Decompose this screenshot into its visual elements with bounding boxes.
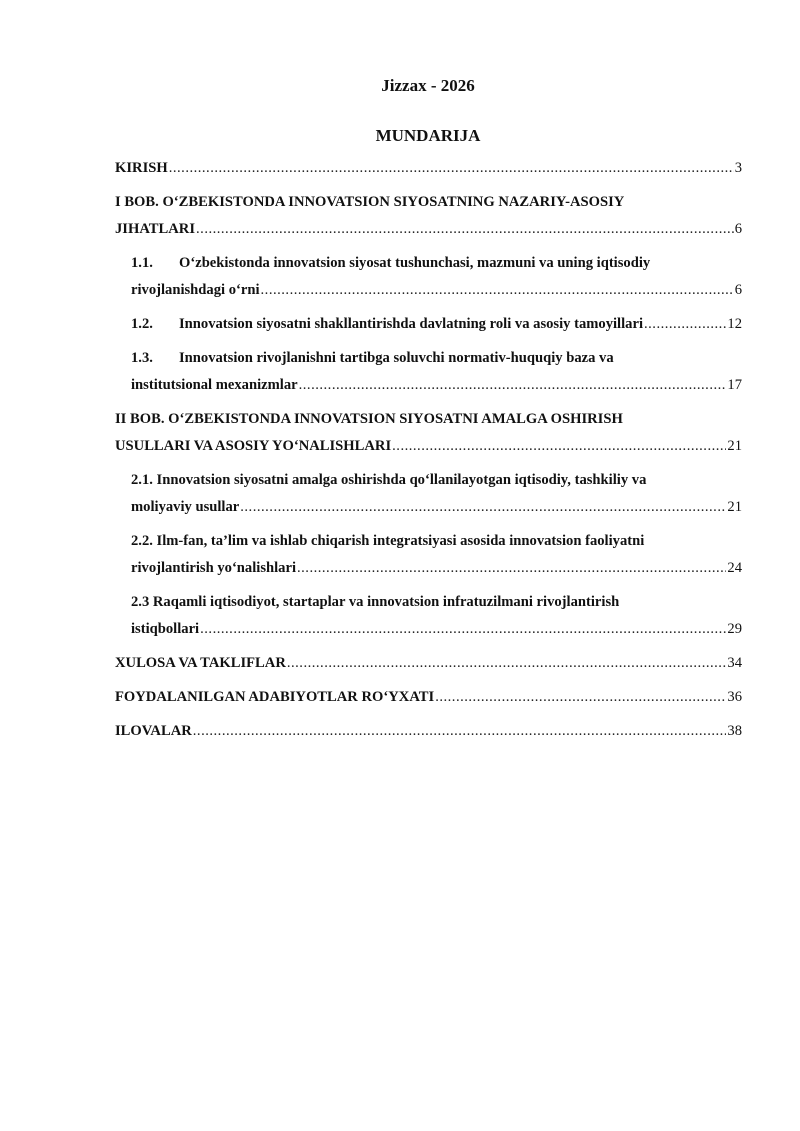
- toc-page-number: 3: [734, 160, 742, 176]
- toc-entry-text-line2: USULLARI VA ASOSIY YO‘NALISHLARI: [115, 438, 392, 454]
- toc-entry-kirish[interactable]: [115, 155, 742, 182]
- toc-entry-conclusion[interactable]: [115, 650, 742, 677]
- dot-leader: [196, 216, 734, 243]
- toc-entry-text-line1: I BOB. O‘ZBEKISTONDA INNOVATSION SIYOSATNING NAZARIY-ASOSIY: [115, 194, 625, 210]
- toc-page-number: 6: [734, 282, 742, 298]
- toc-entry-section-2-2[interactable]: [131, 528, 742, 582]
- dot-leader: [169, 155, 734, 182]
- toc-entry-text: ILOVALAR: [115, 723, 192, 739]
- toc-page-number: 21: [727, 438, 742, 454]
- toc-page-number: 17: [727, 377, 742, 393]
- toc-entry-text-line1: 2.3 Raqamli iqtisodiyot, startaplar va innovatsion infratuzilmani rivojlantirish: [131, 594, 620, 610]
- toc-entry-text-line1: II BOB. O‘ZBEKISTONDA INNOVATSION SIYOSATNI AMALGA OSHIRISH: [115, 411, 623, 427]
- toc-page-number: 24: [727, 560, 742, 576]
- toc-entry-text-line1: 2.1. Innovatsion siyosatni amalga oshirishda qo‘llanilayotgan iqtisodiy, tashkiliy va: [131, 472, 647, 488]
- toc-entry-text-line2: moliyaviy usullar: [131, 499, 240, 515]
- toc-page-number: 38: [727, 723, 742, 739]
- toc-entry-section-2-3[interactable]: [131, 589, 742, 643]
- dot-leader: [297, 555, 726, 582]
- toc-entry-text-line1: Innovatsion rivojlanishni tartibga soluvchi normativ-huquqiy baza va: [179, 350, 614, 366]
- dot-leader: [287, 650, 727, 677]
- dot-leader: [435, 684, 726, 711]
- toc-entry-section-2-1[interactable]: [131, 467, 742, 521]
- dot-leader: [261, 277, 734, 304]
- dot-leader: [644, 311, 726, 338]
- toc-page-number: 36: [727, 689, 742, 705]
- toc-entry-text-line2: institutsional mexanizmlar: [131, 377, 298, 393]
- toc-entry-text-line2: rivojlantirish yo‘nalishlari: [131, 560, 296, 576]
- section-number: 1.1.: [131, 255, 153, 271]
- toc-entry-text: KIRISH: [115, 160, 168, 176]
- toc-entry-text-line1: 2.2. Ilm-fan, ta’lim va ishlab chiqarish integratsiyasi asosida innovatsion faoliyatni: [131, 533, 645, 549]
- table-of-contents: [115, 155, 742, 752]
- toc-entry-text-line2: rivojlanishdagi o‘rni: [131, 282, 260, 298]
- toc-entry-chapter-1[interactable]: [115, 189, 742, 243]
- dot-leader: [299, 372, 727, 399]
- toc-entry-text-line1: O‘zbekistonda innovatsion siyosat tushunchasi, mazmuni va uning iqtisodiy: [179, 255, 651, 271]
- section-number: 1.2.: [131, 316, 153, 332]
- toc-page-number: 21: [727, 499, 742, 515]
- toc-entry-section-1-1[interactable]: [131, 250, 742, 304]
- toc-entry-text: XULOSA VA TAKLIFLAR: [115, 655, 286, 671]
- toc-entry-section-1-3[interactable]: [131, 345, 742, 399]
- toc-entry-text-line2: JIHATLARI: [115, 221, 196, 237]
- toc-title: MUNDARIJA: [375, 126, 481, 145]
- dot-leader: [200, 616, 726, 643]
- toc-page-number: 34: [727, 655, 742, 671]
- dot-leader: [392, 433, 726, 460]
- city-year-heading: Jizzax - 2026: [381, 76, 475, 95]
- toc-page-number: 29: [727, 621, 742, 637]
- dot-leader: [193, 718, 727, 745]
- toc-entry-references[interactable]: [115, 684, 742, 711]
- toc-entry-text: Innovatsion siyosatni shakllantirishda davlatning roli va asosiy tamoyillari: [179, 316, 643, 332]
- toc-entry-text: FOYDALANILGAN ADABIYOTLAR RO‘YXATI: [115, 689, 435, 705]
- toc-page-number: 6: [734, 221, 742, 237]
- toc-page-number: 12: [727, 316, 742, 332]
- toc-entry-text-line2: istiqbollari: [131, 621, 200, 637]
- dot-leader: [240, 494, 726, 521]
- section-number: 1.3.: [131, 350, 153, 366]
- toc-entry-chapter-2[interactable]: [115, 406, 742, 460]
- toc-entry-section-1-2[interactable]: [131, 311, 742, 338]
- toc-entry-appendices[interactable]: [115, 718, 742, 745]
